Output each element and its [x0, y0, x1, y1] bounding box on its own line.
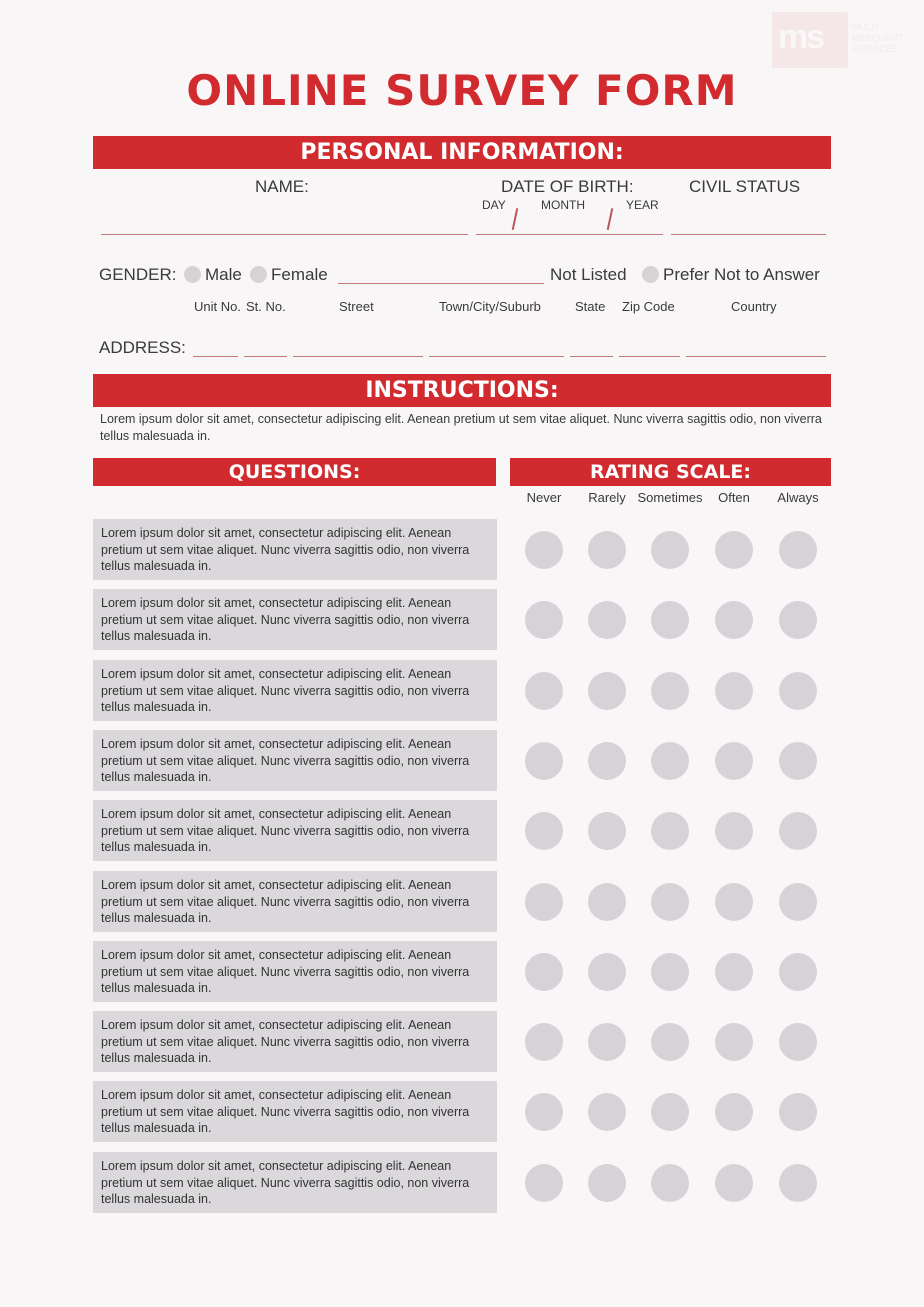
question-text: Lorem ipsum dolor sit amet, consectetur adipiscing elit. Aenean pretium ut sem vitae aliquet. Nunc viverra sagittis odio, non viverra tellus malesuada in. [93, 1011, 497, 1072]
question-text: Lorem ipsum dolor sit amet, consectetur adipiscing elit. Aenean pretium ut sem vitae aliquet. Nunc viverra sagittis odio, non viverra tellus malesuada in. [93, 589, 497, 650]
rating-radio-always[interactable] [779, 953, 817, 991]
gender-label: GENDER: [99, 265, 177, 284]
address-street-no-label: St. No. [246, 299, 286, 314]
gender-option-prefer-not: Prefer Not to Answer [663, 265, 820, 284]
question-text: Lorem ipsum dolor sit amet, consectetur adipiscing elit. Aenean pretium ut sem vitae aliquet. Nunc viverra sagittis odio, non viverra tellus malesuada in. [93, 1152, 497, 1213]
rating-radio-never[interactable] [525, 953, 563, 991]
rating-radio-rarely[interactable] [588, 953, 626, 991]
logo-text [852, 22, 903, 55]
rating-radio-always[interactable] [779, 1023, 817, 1061]
rating-radio-sometimes[interactable] [651, 1023, 689, 1061]
rating-radio-often[interactable] [715, 531, 753, 569]
rating-radio-rarely[interactable] [588, 812, 626, 850]
company-logo [772, 12, 912, 68]
civil-status-field[interactable] [671, 234, 826, 235]
rating-radio-sometimes[interactable] [651, 1093, 689, 1131]
rating-radio-sometimes[interactable] [651, 883, 689, 921]
rating-radio-never[interactable] [525, 1023, 563, 1061]
dob-day-label: DAY [482, 198, 506, 212]
rating-radio-never[interactable] [525, 1164, 563, 1202]
dob-label: DATE OF BIRTH: [501, 177, 634, 196]
dob-field[interactable] [476, 234, 663, 235]
address-town-field[interactable] [429, 356, 564, 357]
name-label: NAME: [255, 177, 309, 196]
section-header-rating [510, 458, 831, 486]
rating-radio-rarely[interactable] [588, 742, 626, 780]
rating-radio-often[interactable] [715, 812, 753, 850]
rating-radio-often[interactable] [715, 672, 753, 710]
rating-radio-sometimes[interactable] [651, 531, 689, 569]
rating-radio-never[interactable] [525, 742, 563, 780]
rating-scale-label-rarely: Rarely [588, 490, 626, 505]
logo-text-line: MERCHANT [852, 33, 903, 43]
question-text: Lorem ipsum dolor sit amet, consectetur adipiscing elit. Aenean pretium ut sem vitae aliquet. Nunc viverra sagittis odio, non viverra tellus malesuada in. [93, 800, 497, 861]
address-town-label: Town/City/Suburb [439, 299, 541, 314]
rating-radio-never[interactable] [525, 601, 563, 639]
gender-radio-male[interactable] [184, 266, 201, 283]
rating-radio-always[interactable] [779, 1093, 817, 1131]
rating-radio-rarely[interactable] [588, 883, 626, 921]
rating-radio-rarely[interactable] [588, 1164, 626, 1202]
address-country-field[interactable] [686, 356, 826, 357]
rating-radio-sometimes[interactable] [651, 742, 689, 780]
rating-radio-often[interactable] [715, 953, 753, 991]
address-zip-label: Zip Code [622, 299, 675, 314]
logo-text-line: SERVICES [852, 44, 898, 54]
rating-radio-always[interactable] [779, 812, 817, 850]
rating-radio-rarely[interactable] [588, 1093, 626, 1131]
logo-mark-text: ms [778, 18, 824, 56]
gender-option-female: Female [271, 265, 328, 284]
address-street-field[interactable] [293, 356, 423, 357]
instructions-text: Lorem ipsum dolor sit amet, consectetur adipiscing elit. Aenean pretium ut sem vitae aliquet. Nunc viverra sagittis odio, non viverra tellus malesuada in. [100, 412, 822, 443]
name-field[interactable] [101, 234, 468, 235]
address-unit-label: Unit No. [194, 299, 241, 314]
rating-radio-sometimes[interactable] [651, 601, 689, 639]
rating-radio-sometimes[interactable] [651, 953, 689, 991]
rating-radio-never[interactable] [525, 1093, 563, 1131]
rating-radio-sometimes[interactable] [651, 812, 689, 850]
question-text: Lorem ipsum dolor sit amet, consectetur adipiscing elit. Aenean pretium ut sem vitae aliquet. Nunc viverra sagittis odio, non viverra tellus malesuada in. [93, 941, 497, 1002]
rating-radio-rarely[interactable] [588, 672, 626, 710]
rating-radio-never[interactable] [525, 531, 563, 569]
rating-scale-label-often: Often [718, 490, 750, 505]
section-header-text: RATING SCALE: [589, 461, 752, 483]
address-state-label: State [575, 299, 606, 314]
rating-radio-always[interactable] [779, 672, 817, 710]
gender-not-listed-field[interactable] [338, 283, 544, 284]
address-street-no-field[interactable] [244, 356, 287, 357]
rating-radio-always[interactable] [779, 601, 817, 639]
gender-radio-female[interactable] [250, 266, 267, 283]
gender-radio-prefer-not[interactable] [642, 266, 659, 283]
civil-status-label: CIVIL STATUS [689, 177, 801, 196]
logo-mark-icon [772, 12, 848, 68]
section-header-personal [93, 136, 831, 169]
rating-radio-always[interactable] [779, 883, 817, 921]
question-text: Lorem ipsum dolor sit amet, consectetur adipiscing elit. Aenean pretium ut sem vitae aliquet. Nunc viverra sagittis odio, non viverra tellus malesuada in. [93, 871, 497, 932]
dob-year-label: YEAR [626, 198, 659, 212]
rating-radio-sometimes[interactable] [651, 1164, 689, 1202]
rating-radio-never[interactable] [525, 672, 563, 710]
rating-radio-rarely[interactable] [588, 531, 626, 569]
question-text: Lorem ipsum dolor sit amet, consectetur adipiscing elit. Aenean pretium ut sem vitae aliquet. Nunc viverra sagittis odio, non viverra tellus malesuada in. [93, 519, 497, 580]
section-header-instructions [93, 374, 831, 407]
rating-radio-rarely[interactable] [588, 601, 626, 639]
rating-scale-label-always: Always [777, 490, 819, 505]
address-state-field[interactable] [570, 356, 613, 357]
dob-separator [607, 208, 613, 230]
section-header-text: QUESTIONS: [228, 461, 361, 483]
rating-radio-often[interactable] [715, 1164, 753, 1202]
gender-option-male: Male [205, 265, 242, 284]
question-text: Lorem ipsum dolor sit amet, consectetur adipiscing elit. Aenean pretium ut sem vitae aliquet. Nunc viverra sagittis odio, non viverra tellus malesuada in. [93, 660, 497, 721]
rating-radio-never[interactable] [525, 812, 563, 850]
address-unit-field[interactable] [193, 356, 238, 357]
rating-radio-never[interactable] [525, 883, 563, 921]
section-header-text: PERSONAL INFORMATION: [300, 140, 624, 165]
gender-option-not-listed: Not Listed [550, 265, 627, 284]
section-header-text: INSTRUCTIONS: [365, 378, 559, 403]
rating-radio-rarely[interactable] [588, 1023, 626, 1061]
section-header-questions [93, 458, 496, 486]
rating-radio-often[interactable] [715, 1093, 753, 1131]
rating-radio-sometimes[interactable] [651, 672, 689, 710]
dob-month-label: MONTH [541, 198, 585, 212]
address-zip-field[interactable] [619, 356, 680, 357]
rating-radio-always[interactable] [779, 742, 817, 780]
rating-radio-often[interactable] [715, 601, 753, 639]
address-country-label: Country [731, 299, 777, 314]
rating-scale-label-sometimes: Sometimes [637, 490, 703, 505]
rating-radio-often[interactable] [715, 1023, 753, 1061]
question-text: Lorem ipsum dolor sit amet, consectetur adipiscing elit. Aenean pretium ut sem vitae aliquet. Nunc viverra sagittis odio, non viverra tellus malesuada in. [93, 1081, 497, 1142]
question-text: Lorem ipsum dolor sit amet, consectetur adipiscing elit. Aenean pretium ut sem vitae aliquet. Nunc viverra sagittis odio, non viverra tellus malesuada in. [93, 730, 497, 791]
address-street-label: Street [339, 299, 374, 314]
rating-radio-often[interactable] [715, 883, 753, 921]
rating-radio-often[interactable] [715, 742, 753, 780]
rating-radio-always[interactable] [779, 531, 817, 569]
dob-separator [512, 208, 518, 230]
page-title: ONLINE SURVEY FORM [186, 66, 738, 115]
rating-radio-always[interactable] [779, 1164, 817, 1202]
rating-scale-label-never: Never [526, 490, 562, 505]
address-label: ADDRESS: [99, 338, 186, 357]
logo-text-line: MULTI [852, 22, 879, 32]
